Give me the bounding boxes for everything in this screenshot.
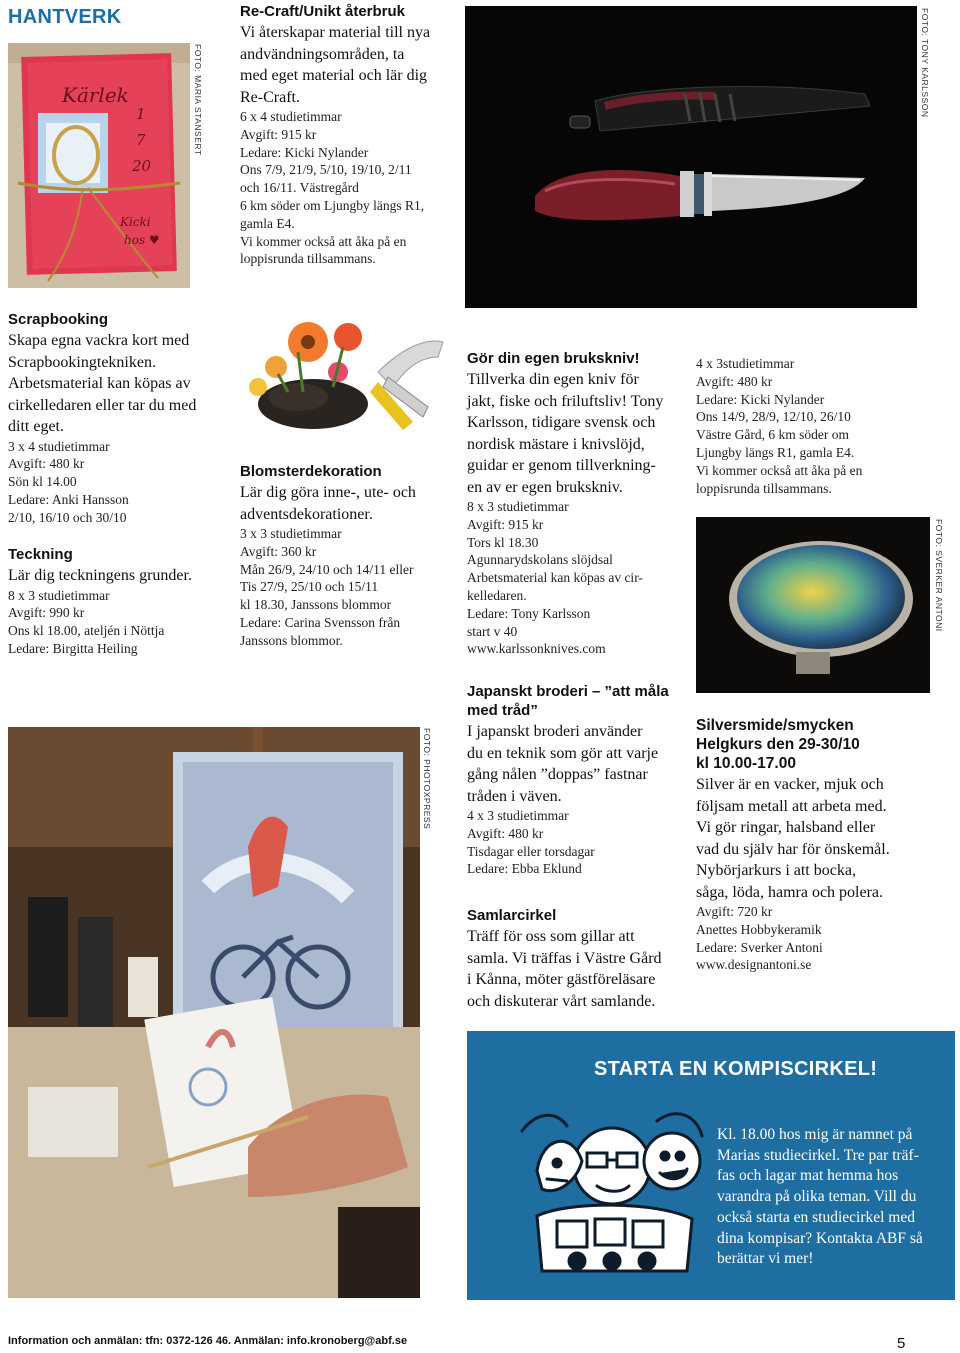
scrapbooking-lead-line: Arbetsmaterial kan köpas av bbox=[8, 375, 191, 392]
samlarcirkel-lead-line: Träff för oss som gillar att bbox=[467, 928, 635, 945]
japanskt-lead-line: tråden i väven. bbox=[467, 787, 562, 805]
japanskt-lead-line: du en teknik som gör att varje bbox=[467, 744, 659, 762]
recraft-lead-line: Vi återskapar material till nya bbox=[240, 24, 431, 41]
samlarcirkel-block bbox=[467, 906, 692, 1012]
silver-title-line: Silversmide/smycken bbox=[696, 717, 854, 734]
japanskt-info-line: Avgift: 480 kr bbox=[467, 825, 544, 841]
banner-text-line: Kl. 18.00 hos mig är namnet på bbox=[717, 1126, 913, 1143]
kniv-info-line: start v 40 bbox=[467, 623, 518, 639]
photo-credit-maria: FOTO: MARIA STANSERT bbox=[193, 44, 203, 156]
banner-text-line: Marias studiecirkel. Tre par träf- bbox=[717, 1146, 919, 1164]
silver-lead-line: Vi gör ringar, halsband eller bbox=[696, 819, 876, 836]
silver-info-line: Ledare: Sverker Antoni bbox=[696, 939, 823, 955]
japanskt-block bbox=[467, 682, 692, 878]
teckning-info-line: 8 x 3 studietimmar bbox=[8, 587, 110, 603]
recraft-info-line: och 16/11. Västregård bbox=[240, 180, 359, 196]
banner-text-line: dina kompisar? Kontakta ABF så bbox=[717, 1229, 923, 1247]
kniv-lead-line: nordisk mästare i knivslöjd, bbox=[467, 435, 645, 453]
teckning-info-line: Ons kl 18.00, ateljén i Nöttja bbox=[8, 623, 165, 639]
photo-credit-photoxpress: FOTO: PHOTOXPRESS bbox=[422, 728, 432, 830]
kicki-info-line: Ledare: Kicki Nylander bbox=[696, 391, 825, 407]
kniv-info-line: Ledare: Tony Karlsson bbox=[467, 605, 591, 621]
scrapbooking-lead-line: ditt eget. bbox=[8, 418, 64, 435]
kniv-lead-line: Karlsson, tidigare svensk och bbox=[467, 414, 656, 431]
silver-lead-line: följsam metall att arbeta med. bbox=[696, 797, 887, 815]
scrapbooking-lead-line: cirkelledaren eller tar du med bbox=[8, 396, 197, 414]
recraft-block bbox=[240, 2, 460, 268]
recraft-info-line: 6 x 4 studietimmar bbox=[240, 109, 342, 124]
kniv-info-line: 8 x 3 studietimmar bbox=[467, 499, 569, 514]
japanskt-info-line: 4 x 3 studietimmar bbox=[467, 808, 569, 823]
recraft-info-line: loppisrunda tillsammans. bbox=[240, 251, 376, 267]
kniv-info-line: Tors kl 18.30 bbox=[467, 534, 539, 550]
book-title: Kärlek bbox=[62, 83, 129, 107]
recraft-lead-line: Re-Craft. bbox=[240, 88, 300, 106]
ring-photo bbox=[696, 517, 930, 693]
recraft-info-line: Vi kommer också att åka på en bbox=[240, 233, 407, 249]
book-date-3: 20 bbox=[132, 157, 152, 175]
kniv-block bbox=[467, 349, 692, 658]
japanskt-lead-line: gång nålen ”doppas” fastnar bbox=[467, 766, 648, 783]
silver-lead-line: Silver är en vacker, mjuk och bbox=[696, 776, 884, 793]
recraft-info-line: 6 km söder om Ljungby längs R1, bbox=[240, 197, 425, 213]
knife-photo bbox=[465, 6, 917, 308]
scrapbooking-block bbox=[8, 310, 228, 526]
people-illustration bbox=[517, 1101, 707, 1281]
samlarcirkel-lead-line: och diskuterar vårt samlande. bbox=[467, 992, 656, 1010]
teckning-title: Teckning bbox=[8, 546, 73, 563]
samlarcirkel-title: Samlarcirkel bbox=[467, 907, 557, 924]
samlarcirkel-lead-line: i Kånna, möter gästföreläsare bbox=[467, 971, 656, 988]
photo-credit-sverker: FOTO: SVERKER ANTONI bbox=[934, 519, 944, 632]
japanskt-title-1: Japanskt broderi – ”att måla bbox=[467, 683, 669, 700]
kniv-lead-line: jakt, fiske och friluftsliv! Tony bbox=[467, 392, 664, 410]
recraft-lead-line: andvändningsområden, ta bbox=[240, 45, 405, 63]
photo-credit-tony: FOTO: TONY KARLSSON bbox=[920, 8, 930, 118]
kicki-info-line: loppisrunda tillsammans. bbox=[696, 480, 832, 496]
teckning-info-line: Avgift: 990 kr bbox=[8, 605, 85, 621]
scrapbooking-info-line: 3 x 4 studietimmar bbox=[8, 438, 110, 454]
blomster-title: Blomsterdekoration bbox=[240, 463, 382, 480]
painting-photo bbox=[8, 727, 420, 1298]
scrapbooking-info-line: Sön kl 14.00 bbox=[8, 474, 77, 490]
blomster-info-line: 3 x 3 studietimmar bbox=[240, 526, 342, 541]
samlarcirkel-lead-line: samla. Vi träffas i Västre Gård bbox=[467, 949, 662, 967]
book-names-2: hos ♥ bbox=[124, 233, 160, 247]
book-date-2: 7 bbox=[136, 131, 146, 149]
blomster-info-line: kl 18.30, Janssons blommor bbox=[240, 597, 392, 613]
silver-block bbox=[696, 716, 921, 974]
blomster-block bbox=[240, 462, 460, 650]
book-photo bbox=[8, 43, 190, 288]
silver-info-line: Anettes Hobbykeramik bbox=[696, 921, 822, 937]
scrapbooking-info-line: 2/10, 16/10 och 30/10 bbox=[8, 509, 127, 525]
kicki-info-line: Ljungby längs R1, gamla E4. bbox=[696, 444, 855, 460]
teckning-block bbox=[8, 545, 228, 658]
japanskt-lead-line: I japanskt broderi använder bbox=[467, 723, 643, 740]
kniv-link[interactable]: www.karlssonknives.com bbox=[467, 641, 606, 657]
silver-info-line: Avgift: 720 kr bbox=[696, 904, 773, 919]
silver-title-line: Helgkurs den 29-30/10 bbox=[696, 736, 860, 753]
scrapbooking-info-line: Ledare: Anki Hansson bbox=[8, 491, 129, 507]
japanskt-info-line: Tisdagar eller torsdagar bbox=[467, 843, 595, 859]
kicki-course-block bbox=[696, 355, 916, 497]
scrapbooking-lead-line: Skapa egna vackra kort med bbox=[8, 332, 190, 349]
blomster-lead-line: Lär dig göra inne-, ute- och bbox=[240, 484, 416, 501]
scrapbooking-info-line: Avgift: 480 kr bbox=[8, 456, 85, 472]
blomster-info-line: Tis 27/9, 25/10 och 15/11 bbox=[240, 579, 379, 595]
section-title: HANTVERK bbox=[8, 6, 122, 28]
silver-lead-line: vad du själv har för önskemål. bbox=[696, 840, 890, 858]
kniv-info-line: kelledaren. bbox=[467, 587, 527, 603]
blomster-info-line: Avgift: 360 kr bbox=[240, 543, 317, 559]
book-names-1: Kicki bbox=[120, 215, 151, 229]
banner-text-line: berättar vi mer! bbox=[717, 1250, 814, 1268]
recraft-info-line: Avgift: 915 kr bbox=[240, 126, 317, 142]
recraft-info-line: Ledare: Kicki Nylander bbox=[240, 144, 369, 160]
kniv-lead-line: Tillverka din egen kniv för bbox=[467, 371, 639, 388]
book-date-1: 1 bbox=[136, 105, 146, 123]
banner-text-line: också starta en studiecirkel med bbox=[717, 1208, 915, 1226]
recraft-title: Re-Craft/Unikt återbruk bbox=[240, 3, 406, 20]
japanskt-title-2: med tråd” bbox=[467, 702, 538, 719]
teckning-lead-line: Lär dig teckningens grunder. bbox=[8, 567, 192, 584]
kniv-info-line: Agunnarydskolans slöjdsal bbox=[467, 552, 613, 568]
flowers-photo bbox=[238, 312, 450, 452]
silver-lead-line: Nybörjarkurs i att bocka, bbox=[696, 862, 856, 879]
silver-title-line: kl 10.00-17.00 bbox=[696, 755, 796, 772]
kicki-info-line: Ons 14/9, 28/9, 12/10, 26/10 bbox=[696, 409, 851, 425]
scrapbooking-lead-line: Scrapbookingtekniken. bbox=[8, 353, 156, 371]
blomster-info-line: Janssons blommor. bbox=[240, 632, 343, 648]
kniv-info-line: Arbetsmaterial kan köpas av cir- bbox=[467, 570, 643, 586]
kompiscirkel-banner bbox=[467, 1031, 955, 1300]
silver-link[interactable]: www.designantoni.se bbox=[696, 957, 812, 973]
silver-lead-line: såga, löda, hamra och polera. bbox=[696, 883, 884, 901]
banner-text bbox=[717, 1125, 947, 1270]
kicki-info-line: Avgift: 480 kr bbox=[696, 373, 773, 389]
kicki-info-line: 4 x 3studietimmar bbox=[696, 356, 795, 371]
scrapbooking-title: Scrapbooking bbox=[8, 311, 109, 328]
recraft-info-line: gamla E4. bbox=[240, 215, 295, 231]
footer-contact: Information och anmälan: tfn: 0372-126 46. Anmälan: info.kronoberg@abf.se bbox=[8, 1335, 408, 1347]
teckning-info-line: Ledare: Birgitta Heiling bbox=[8, 640, 138, 656]
banner-text-line: fas och lagar mat hemma hos bbox=[717, 1167, 899, 1185]
kicki-info-line: Vi kommer också att åka på en bbox=[696, 462, 863, 478]
kniv-lead-line: guidar er genom tillverkning- bbox=[467, 457, 656, 474]
banner-text-line: varandra på olika teman. Vill du bbox=[717, 1188, 917, 1206]
recraft-info-line: Ons 7/9, 21/9, 5/10, 19/10, 2/11 bbox=[240, 162, 412, 178]
japanskt-info-line: Ledare: Ebba Eklund bbox=[467, 861, 582, 877]
kniv-info-line: Avgift: 915 kr bbox=[467, 516, 544, 532]
blomster-info-line: Mån 26/9, 24/10 och 14/11 eller bbox=[240, 561, 414, 577]
blomster-lead-line: adventsdekorationer. bbox=[240, 505, 373, 523]
kniv-title: Gör din egen brukskniv! bbox=[467, 350, 640, 367]
recraft-lead-line: med eget material och lär dig bbox=[240, 67, 428, 84]
page-number: 5 bbox=[897, 1335, 906, 1352]
banner-title: STARTA EN KOMPISCIRKEL! bbox=[594, 1058, 878, 1080]
kniv-lead-line: en av er egen brukskniv. bbox=[467, 478, 623, 496]
blomster-info-line: Ledare: Carina Svensson från bbox=[240, 614, 401, 630]
kicki-info-line: Västre Gård, 6 km söder om bbox=[696, 427, 849, 443]
